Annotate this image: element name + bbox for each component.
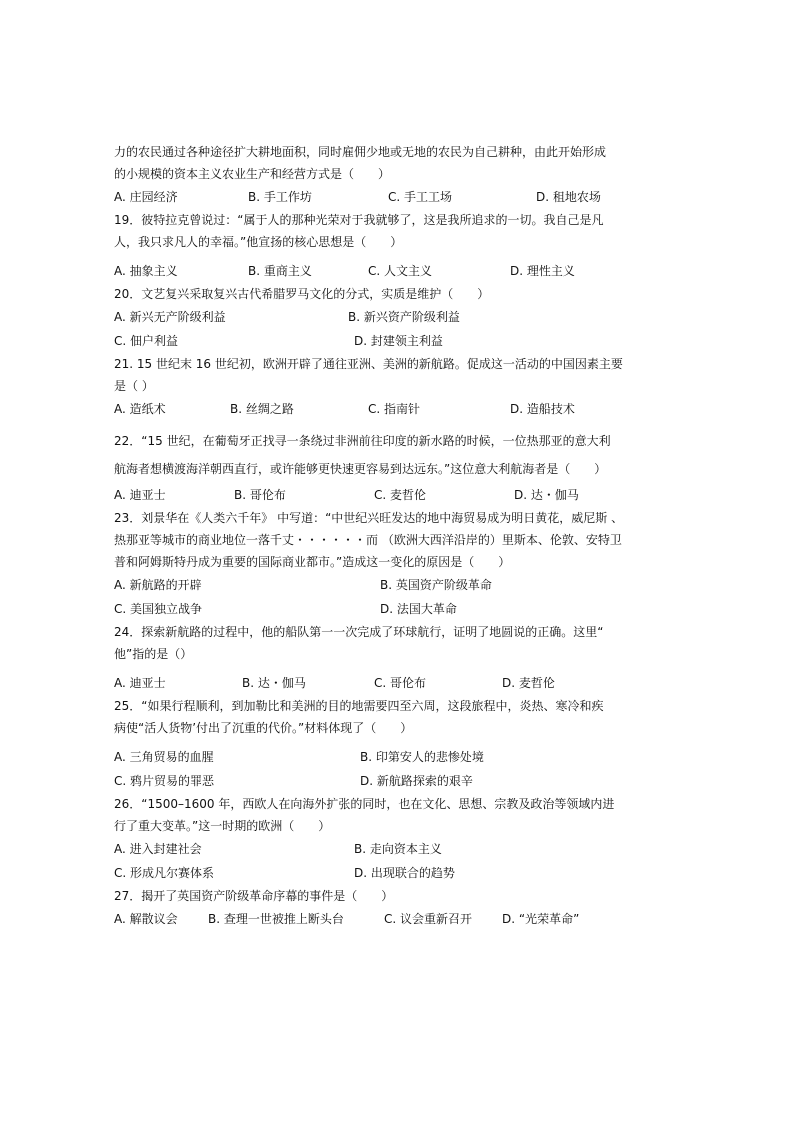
options-row	[114, 907, 674, 931]
options-row	[114, 329, 674, 353]
options-row	[114, 837, 674, 861]
option-d: D. 造船技术	[510, 402, 575, 416]
option-c: C. 鸦片贸易的罪恶	[114, 774, 215, 788]
option-c: C. 哥伦布	[374, 676, 427, 690]
options-row	[114, 483, 674, 507]
option-b: B. 新兴资产阶级利益	[348, 310, 460, 324]
option-d: D. 法国大革命	[380, 602, 457, 616]
option-d: D. 新航路探索的艰辛	[360, 774, 473, 788]
question-stem-line: 的小规模的资本主义农业生产和经营方式是（ ）	[114, 167, 391, 181]
option-d: D. 达・伽马	[514, 488, 579, 502]
option-a: A. 解散议会	[114, 912, 178, 926]
question-stem-line: 病使“活人货物’付出了沉重的代价。”材料体现了（ ）	[114, 721, 413, 735]
option-b: B. 手工作坊	[248, 190, 312, 204]
option-b: B. 英国资产阶级革命	[380, 578, 492, 592]
question-20	[114, 283, 674, 353]
option-a: A. 抽象主义	[114, 264, 178, 278]
question-18	[114, 141, 674, 209]
question-21	[114, 353, 674, 421]
question-stem-line: 27．揭开了英国资产阶级革命序幕的事件是（ ）	[114, 889, 394, 903]
question-23	[114, 507, 674, 621]
option-a: A. 造纸术	[114, 402, 166, 416]
question-stem-line: 力的农民通过各种途径扩大耕地面积，同时雇佣少地或无地的农民为自己耕种，由此开始形成	[114, 145, 607, 159]
option-b: B. 走向资本主义	[354, 842, 442, 856]
option-b: B. 达・伽马	[242, 676, 306, 690]
options-row	[114, 597, 674, 621]
option-b: B. 丝绸之路	[230, 402, 294, 416]
option-d: D. 租地农场	[536, 190, 601, 204]
option-b: B. 重商主义	[248, 264, 312, 278]
question-22	[114, 421, 674, 507]
question-stem-line: 他”指的是（）	[114, 647, 193, 661]
option-b: B. 印第安人的悲惨处境	[360, 750, 484, 764]
option-d: D. 理性主义	[510, 264, 575, 278]
question-stem-line: 22．“15 世纪，在葡萄牙正找寻一条绕过非洲前往印度的新水路的时候，一位热那亚的意大利	[114, 434, 611, 448]
question-stem-line: 21. 15 世纪末 16 世纪初，欧洲开辟了通往亚洲、美洲的新航路。促成这一活动的中国因素主要	[114, 357, 623, 371]
option-c: C. 指南针	[368, 402, 421, 416]
option-d: D. 出现联合的趋势	[354, 866, 455, 880]
question-stem-line: 23．刘景华在《人类六千年》 中写道：“中世纪兴旺发达的地中海贸易成为明日黄花，威尼斯 、	[114, 511, 624, 525]
question-stem-line: 人，我只求凡人的幸福。”他宣扬的核心思想是（ ）	[114, 235, 403, 249]
option-a: A. 庄园经济	[114, 190, 178, 204]
question-stem-line: 24．探索新航路的过程中，他的船队第一一次完成了环球航行，证明了地圆说的正确。这里“	[114, 625, 604, 639]
options-row	[114, 259, 674, 283]
option-c: C. 人文主义	[368, 264, 433, 278]
question-stem-line: 20．文艺复兴采取复兴古代希腊罗马文化的分式，实质是维护（ ）	[114, 287, 490, 301]
question-25	[114, 695, 674, 793]
options-row	[114, 769, 674, 793]
option-d: D. 麦哲伦	[502, 676, 555, 690]
question-19	[114, 209, 674, 283]
question-stem-line: 普和阿姆斯特丹成为重要的国际商业都市。”造成这一变化的原因是（ ）	[114, 555, 511, 569]
option-a: A. 迪亚士	[114, 488, 166, 502]
question-24	[114, 621, 674, 695]
option-c: C. 议会重新召开	[384, 912, 473, 926]
question-26	[114, 793, 674, 885]
question-list	[114, 141, 674, 931]
question-stem-line: 航海者想横渡海洋朝西直行，或许能够更快速更容易到达远东。”这位意大利航海者是（ ）	[114, 462, 607, 476]
option-a: A. 迪亚士	[114, 676, 166, 690]
question-stem-line: 热那亚等城市的商业地位一落千丈・・・・・・而 （欧洲大西洋沿岸的）里斯本、伦敦、安特卫	[114, 533, 622, 547]
option-a: A. 进入封建社会	[114, 842, 202, 856]
question-stem-line: 19．彼特拉克曾说过：“属于人的那种光荣对于我就够了，这是我所追求的一切。我自己是凡	[114, 213, 604, 227]
option-c: C. 麦哲伦	[374, 488, 427, 502]
option-b: B. 哥伦布	[234, 488, 286, 502]
option-c: C. 手工工场	[388, 190, 453, 204]
option-c: C. 形成凡尔赛体系	[114, 866, 215, 880]
options-row	[114, 573, 674, 597]
options-row	[114, 397, 674, 421]
options-row	[114, 305, 674, 329]
options-row	[114, 745, 674, 769]
option-d: D. 封建领主利益	[354, 334, 443, 348]
question-stem-line: 是（ ）	[114, 379, 154, 393]
question-stem-line: 25．“如果行程顺利，到加勒比和美洲的目的地需要四至六周，这段旅程中，炎热、寒冷和疾	[114, 699, 604, 713]
options-row	[114, 185, 674, 209]
option-c: C. 美国独立战争	[114, 602, 203, 616]
option-a: A. 三角贸易的血腥	[114, 750, 214, 764]
question-stem-line: 行了重大变革。”这一时期的欧洲（ ）	[114, 819, 331, 833]
question-stem-line: 26．“1500–1600 年，西欧人在向海外扩张的同时，也在文化、思想、宗教及政治等领域内进	[114, 797, 615, 811]
options-row	[114, 861, 674, 885]
option-a: A. 新航路的开辟	[114, 578, 202, 592]
options-row	[114, 671, 674, 695]
option-a: A. 新兴无产阶级利益	[114, 310, 226, 324]
question-27	[114, 885, 674, 931]
option-d: D. “光荣革命”	[502, 912, 580, 926]
option-c: C. 佃户利益	[114, 334, 179, 348]
option-b: B. 查理一世被推上断头台	[208, 912, 344, 926]
